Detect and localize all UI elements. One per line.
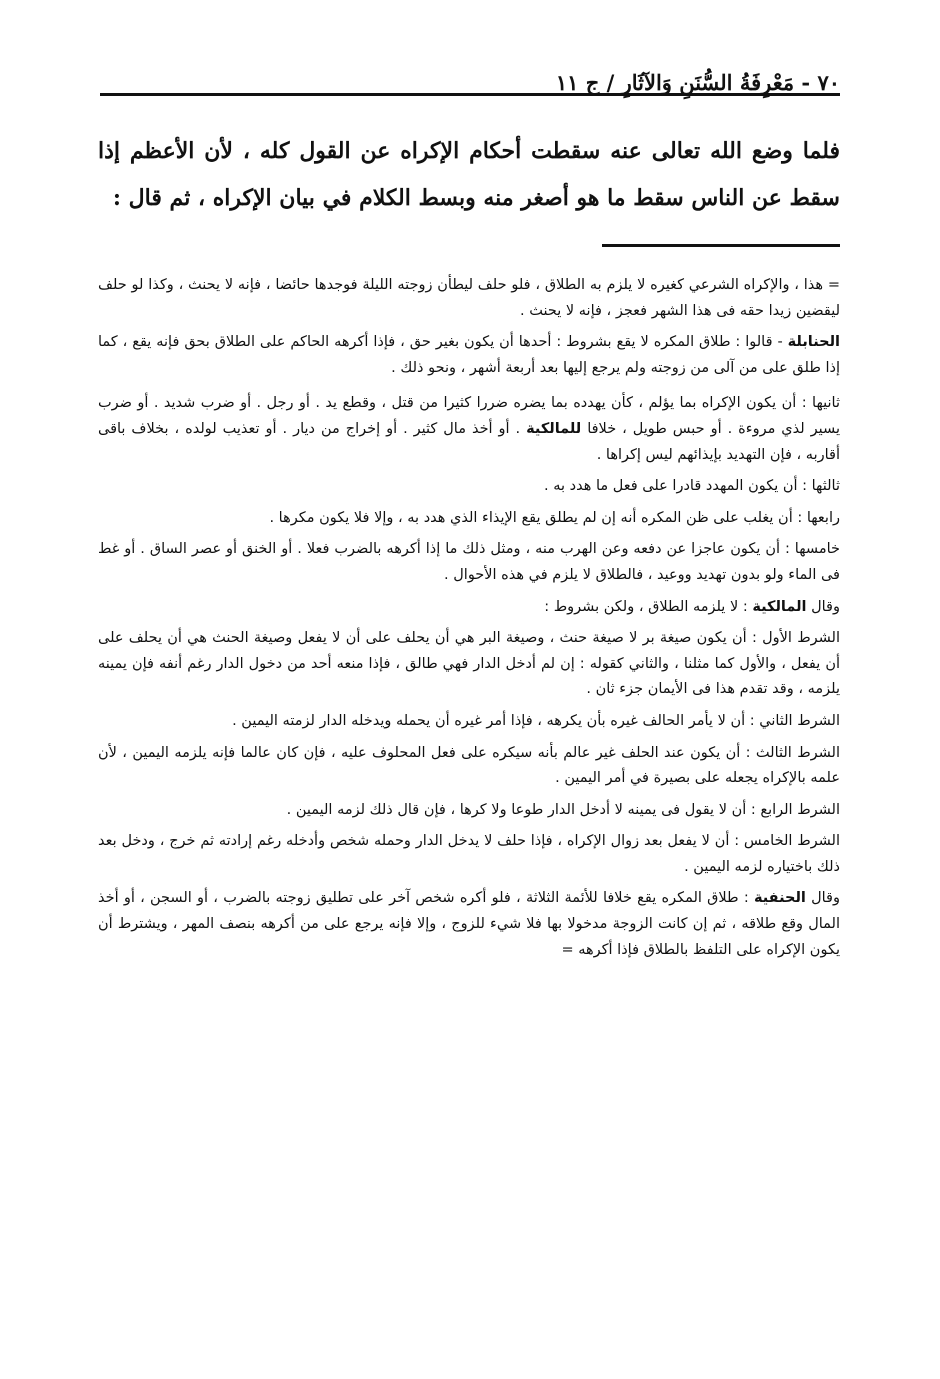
footnote-text: - قالوا : طلاق المكره لا يقع بشروط : أحدها أن يكون بغير حق ، فإذا أكرهه الحاكم على الطلاق بحق فإنه يقع ، كما إذا طلق على من آلى من زوجته ولم يرجع إليها بعد أربعة أشهر ، ونحو ذلك . (98, 334, 840, 376)
school-name: الحنابلة (787, 334, 840, 351)
footnotes (98, 273, 840, 969)
footnote-text: وقال (806, 598, 840, 615)
footnote-paragraph (98, 330, 840, 381)
footnote-paragraph: ثالثها : أن يكون المهدد قادرا على فعل ما هدد به . (544, 478, 840, 495)
footnote-paragraph: الشرط الثاني : أن لا يأمر الحالف غيره بأن يكرهه ، فإذا أمر غيره أن يحمله ويدخله الدار لزمته اليمين . (232, 712, 840, 729)
footnote-paragraph (98, 391, 840, 468)
footnote-separator (602, 244, 840, 247)
footnote-paragraph (98, 886, 840, 963)
footnote-paragraph: خامسها : أن يكون عاجزا عن دفعه وعن الهرب منه ، ومثل ذلك ما إذا أكرهه بالضرب فعلا . أو الخنق أو عصر الساق . أو غط فى الماء ولو بدون تهديد ووعيد ، فالطلاق لا يلزم في هذه الأحوال . (98, 541, 840, 583)
main-paragraph: فلما وضع الله تعالى عنه سقطت أحكام الإكراه عن القول كله ، لأن الأعظم إذا سقط عن الناس سقط ما هو أصغر منه وبسط الكلام في بيان الإكراه ، ثم قال : (98, 138, 840, 211)
running-head-title: ٧٠ - مَعْرِفَةُ السُّنَنِ وَالآثَارِ / ج ١١ (548, 70, 840, 95)
footnote-paragraph: الشرط الرابع : أن لا يقول فى يمينه لا أدخل الدار طوعا ولا كرها ، فإن قال ذلك لزمه اليمين . (286, 801, 840, 818)
footnote-text: وقال (805, 890, 840, 907)
footnote-paragraph: رابعها : أن يغلب على ظن المكره أنه إن لم يطلق يقع الإيذاء الذي هدد به ، وإلا فلا يكون مكرها . (269, 509, 840, 526)
footnote-text: : طلاق المكره يقع خلافا للأئمة الثلاثة ، فلو أكره شخص آخر على تطليق زوجته بالضرب ، أو السجن ، أو أخذ المال وقع طلاقه ، ثم إن كانت الزوجة مدخولا بها فلا شيء للزوج ، وإلا فإنه يرجع على من أكرهه بنصف المهر ، ويشترط أن يكون الإكراه على التلفظ بالطلاق فإذا أكرهه = (98, 890, 840, 958)
header-rule (100, 93, 840, 96)
school-name: الحنفية (753, 890, 806, 907)
school-name: للمالكية (526, 420, 582, 437)
footnote-text: . أو أخذ مال كثير . أو إخراج من ديار . أو تعذيب لولده ، بخلاف باقى أقاربه ، فإن التهديد بإيذائهم ليس إكراها . (98, 420, 840, 463)
footnote-paragraph: = هذا ، والإكراه الشرعي كغيره لا يلزم به الطلاق ، فلو حلف ليطأن زوجته الليلة فوجدها حائضا ، فإنه لا يحنث ، وكذا لو حلف ليقضين زيدا حقه فى هذا الشهر فعجز ، فإنه لا يحنث . (98, 277, 840, 319)
footnote-paragraph (98, 595, 840, 621)
main-text (98, 128, 840, 222)
footnote-paragraph: الشرط الخامس : أن لا يفعل بعد زوال الإكراه ، فإذا حلف لا يدخل الدار وحمله شخص وأدخله رغم إرادته ثم خرج ، ودخل بعد ذلك باختياره لزمه اليمين . (98, 833, 840, 875)
running-head (100, 70, 840, 106)
school-name: المالكية (752, 598, 807, 615)
footnote-paragraph: الشرط الثالث : أن يكون عند الحلف غير عالم بأنه سيكره على فعل المحلوف عليه ، فإن كان عالما فإنه يلزمه اليمين ، لأن علمه بالإكراه يجعله على بصيرة في أمر اليمين . (98, 744, 840, 787)
footnote-text: ثانيها : أن يكون الإكراه بما يؤلم ، كأن يهدده بما يضره ضررا كثيرا من قتل ، وقطع يد . أو رجل . أو ضرب شديد . أو ضرب يسير لذي مروءة . أو حبس طويل ، خلافا (98, 395, 840, 437)
footnote-text: : لا يلزمه الطلاق ، ولكن بشروط : (544, 598, 753, 615)
footnote-paragraph: الشرط الأول : أن يكون صيغة بر لا صيغة حنث ، وصيغة البر هي أن يحلف على أن لا يفعل وصيغة الحنث هي أن يحلف على أن يفعل ، والأول كما مثلنا ، والثاني كقوله : إن لم أدخل الدار فهي طالق ، فإذا منعه أحد من دخول الدار رغم أنفه فإن يمينه يلزمه ، وقد تقدم هذا فى الأيمان جزء ثان . (98, 630, 840, 698)
